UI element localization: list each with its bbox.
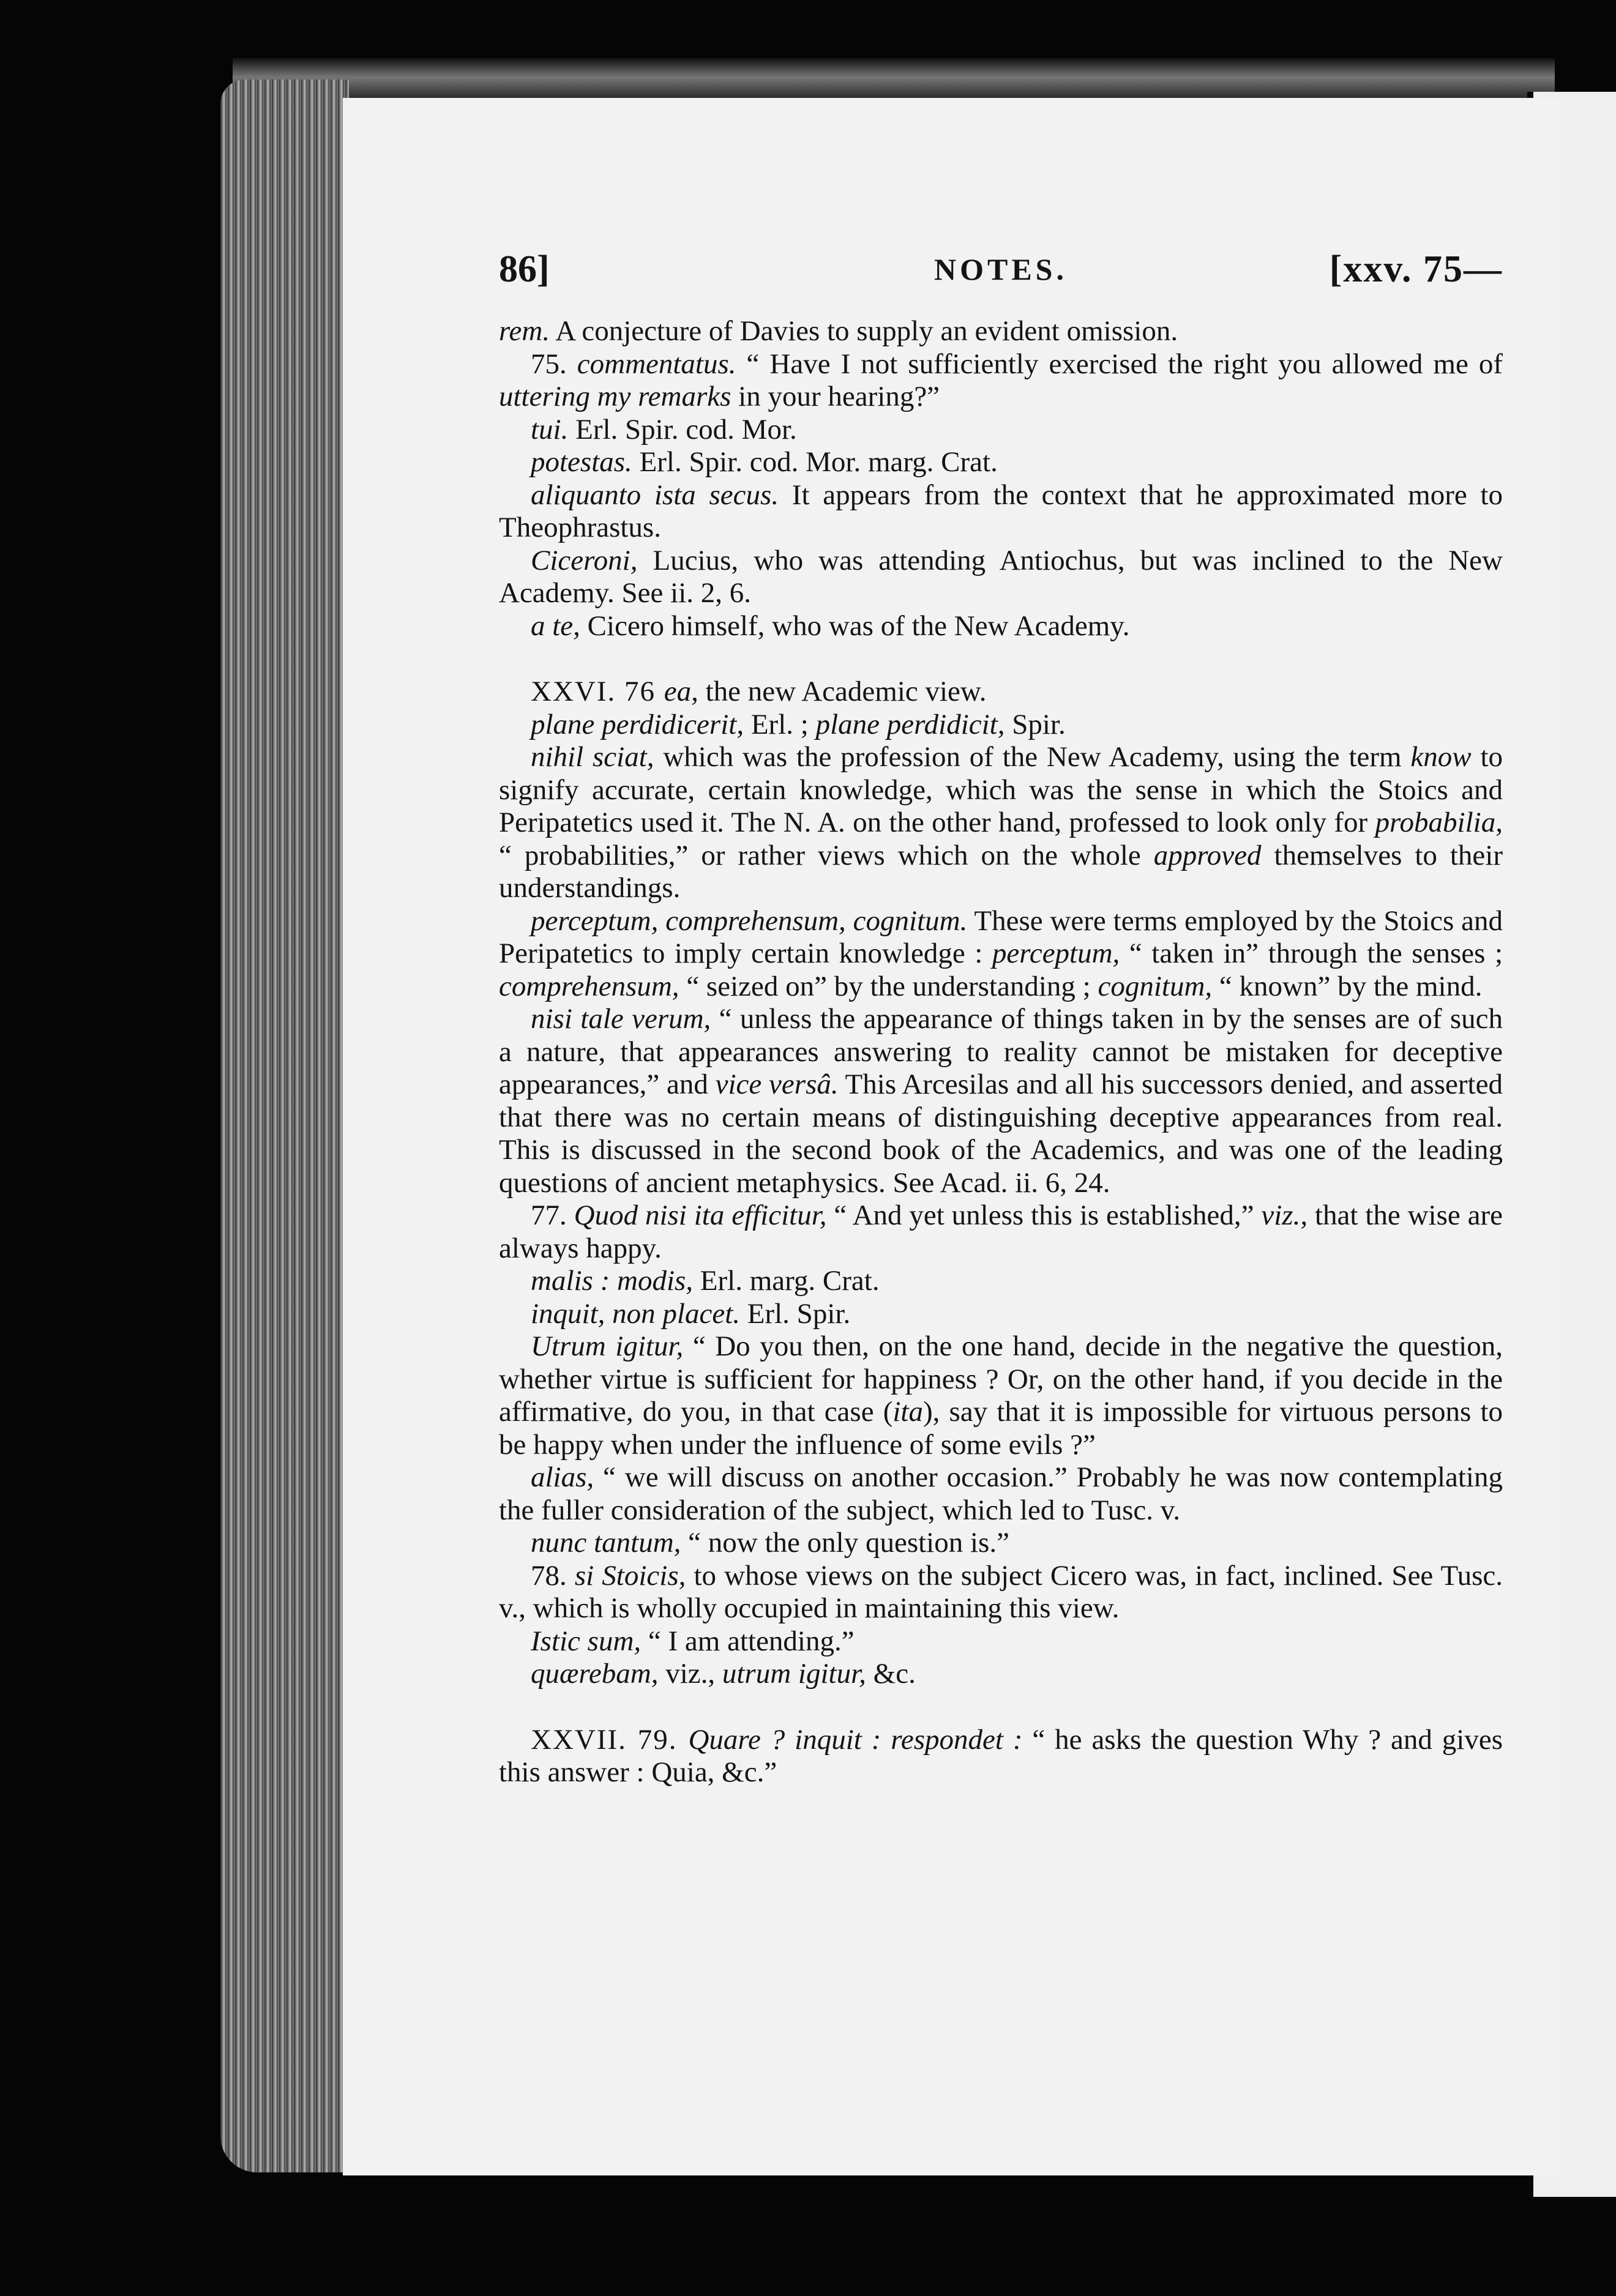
note-italic-text: perceptum, (992, 937, 1120, 969)
note-paragraph (499, 479, 1503, 545)
note-italic-text: Utrum igitur, (531, 1330, 684, 1362)
note-text: Erl. Spir. (740, 1297, 851, 1330)
note-italic-text: vice versâ. (715, 1068, 839, 1100)
header-title: NOTES. (933, 252, 1068, 286)
note-text: 78. (531, 1559, 575, 1592)
note-text: “ now the only question is.” (681, 1527, 1009, 1559)
note-italic-text: utrum igitur, (722, 1658, 866, 1690)
book-page-edges (220, 80, 349, 2172)
note-italic-text: commentatus. (577, 348, 736, 380)
section-reference: [xxv. 75— (1329, 248, 1503, 290)
note-italic-text: ita (892, 1396, 923, 1428)
note-italic-text: viz., (1261, 1199, 1308, 1231)
note-paragraph (499, 1560, 1503, 1625)
note-text: “ known” by the mind. (1212, 970, 1483, 1002)
note-paragraph (499, 905, 1503, 1004)
note-paragraph (499, 1527, 1503, 1560)
note-italic-text: aliquanto ista secus. (531, 479, 779, 511)
note-italic-text: Ciceroni, (531, 544, 638, 576)
note-text: 77. (531, 1199, 574, 1231)
note-text: &c. (866, 1658, 916, 1690)
note-text: viz., (658, 1658, 722, 1690)
note-text: Cicero himself, who was of the New Academy. (580, 609, 1130, 642)
note-text: Erl. Spir. cod. Mor. (568, 413, 797, 445)
note-italic-text: plane perdidicerit, (531, 708, 744, 740)
note-italic-text: inquit, non placet. (531, 1297, 741, 1330)
note-text: the new Academic view. (698, 676, 987, 707)
note-text: “ we will discuss on another occasion.” Probably he was now contemplating the fuller consideration of the subject, which led to Tusc. v. (499, 1461, 1503, 1526)
note-italic-text: tui. (531, 413, 569, 445)
note-paragraph (499, 315, 1503, 348)
note-text: A conjecture of Davies to supply an evident omission. (550, 315, 1178, 347)
note-text: Erl. Spir. cod. Mor. marg. Crat. (632, 446, 998, 478)
note-italic-text: uttering my remarks (499, 381, 731, 412)
note-paragraph (499, 676, 1503, 709)
note-text: which was the profession of the New Academy, using the term (654, 741, 1411, 773)
running-header (499, 245, 1503, 294)
note-paragraph (499, 1265, 1503, 1298)
note-italic-text: quærebam, (531, 1658, 659, 1690)
note-text: Lucius, who was attending Antiochus, but was inclined to the New Academy. See ii. 2, 6. (499, 544, 1503, 609)
note-italic-text: comprehensum, (499, 970, 679, 1002)
note-paragraph (499, 1199, 1503, 1265)
note-italic-text: nihil sciat, (531, 741, 654, 773)
note-text: Spir. (1004, 708, 1066, 740)
note-text: This Arcesilas and all his successors denied, and asserted that there was no certain means of distinguishing deceptive appearances from real. This is discussed in the second book of the Academics, and was one of the leading questions of ancient metaphysics. See Acad. ii. 6, 24. (499, 1068, 1503, 1199)
note-text: It appears from the context that he approximated more to Theophrastus. (499, 479, 1503, 543)
note-italic-text: approved (1153, 839, 1262, 871)
note-italic-text: cognitum, (1098, 970, 1213, 1002)
note-text: Erl. marg. Crat. (693, 1265, 880, 1297)
note-text: These were terms employed by the Stoics and Peripatetics to imply certain knowledge : (499, 904, 1503, 969)
note-italic-text: si Stoicis, (574, 1559, 686, 1592)
note-paragraph (499, 1298, 1503, 1331)
note-text: themselves to their understandings. (499, 839, 1503, 904)
note-italic-text: probabilia, (1375, 807, 1503, 838)
note-text: “ Do you then, on the one hand, decide in the negative the question, whether virtue is sufficient for happiness ? Or, on the other hand, if you decide in the affirmative, do you, in that case ( (499, 1330, 1503, 1428)
note-paragraph (499, 348, 1503, 414)
note-text: “ unless the appearance of things taken in by the senses are of such a nature, that appearances answering to reality cannot be mistaken for deceptive appearances,” and (499, 1003, 1503, 1100)
page-number: 86] (499, 248, 550, 290)
note-text: 75. (531, 348, 577, 380)
note-italic-text: rem. (499, 315, 550, 347)
note-italic-text: ea, (664, 676, 698, 707)
note-italic-text: Quare ? inquit : respondet : (688, 1723, 1023, 1756)
note-text: “ seized on” by the understanding ; (679, 970, 1098, 1002)
note-text: “ taken in” through the senses ; (1120, 937, 1503, 969)
note-text: “ I am attending.” (641, 1625, 855, 1657)
note-paragraph (499, 610, 1503, 643)
note-paragraph (499, 1724, 1503, 1789)
note-text: that the wise are always happy. (499, 1199, 1503, 1264)
note-text: “ Have I not sufficiently exercised the right you allowed me of (736, 348, 1503, 380)
note-paragraph (499, 709, 1503, 742)
note-text: “ he asks the question Why ? and gives this answer : Quia, &c.” (499, 1723, 1503, 1788)
note-paragraph (499, 741, 1503, 905)
note-italic-text: Istic sum, (531, 1625, 642, 1657)
note-text: to signify accurate, certain knowledge, which was the sense in which the Stoics and Peripatetics used it. The N. A. on the other hand, professed to look only for (499, 741, 1503, 838)
note-paragraph (499, 446, 1503, 479)
note-italic-text: perceptum, comprehensum, cognitum. (531, 904, 968, 937)
note-text: “ probabilities,” or rather views which on the whole (499, 839, 1154, 871)
note-text: XXVII. 79. (531, 1723, 689, 1756)
note-italic-text: plane perdidicit, (815, 708, 1005, 740)
note-paragraph (499, 545, 1503, 610)
note-text: Erl. ; (744, 708, 816, 740)
book-page (343, 98, 1561, 2175)
section-gap (499, 643, 1503, 676)
book-top-edge (233, 58, 1555, 101)
note-text: ), say that it is impossible for virtuous persons to be happy when under the influence of some evils ?” (499, 1396, 1503, 1461)
note-italic-text: nunc tantum, (531, 1527, 681, 1559)
note-italic-text: nisi tale verum, (531, 1003, 711, 1035)
note-text: XXVI. 76 (531, 676, 664, 707)
note-paragraph (499, 1003, 1503, 1199)
note-paragraph (499, 414, 1503, 447)
note-paragraph (499, 1625, 1503, 1658)
note-paragraph (499, 1330, 1503, 1461)
note-text: in your hearing?” (731, 381, 940, 412)
notes-body (499, 315, 1503, 1789)
note-italic-text: alias, (531, 1461, 594, 1493)
note-italic-text: malis : modis, (531, 1265, 694, 1297)
note-paragraph (499, 1658, 1503, 1691)
note-italic-text: potestas. (531, 446, 632, 478)
note-italic-text: a te, (531, 609, 580, 642)
note-text: to whose views on the subject Cicero was, in fact, inclined. See Tusc. v., which is wholly occupied in maintaining this view. (499, 1559, 1503, 1624)
note-text: “ And yet unless this is established,” (826, 1199, 1262, 1231)
note-italic-text: know (1410, 741, 1472, 773)
note-italic-text: Quod nisi ita efficitur, (574, 1199, 827, 1231)
section-gap (499, 1691, 1503, 1724)
note-paragraph (499, 1461, 1503, 1527)
